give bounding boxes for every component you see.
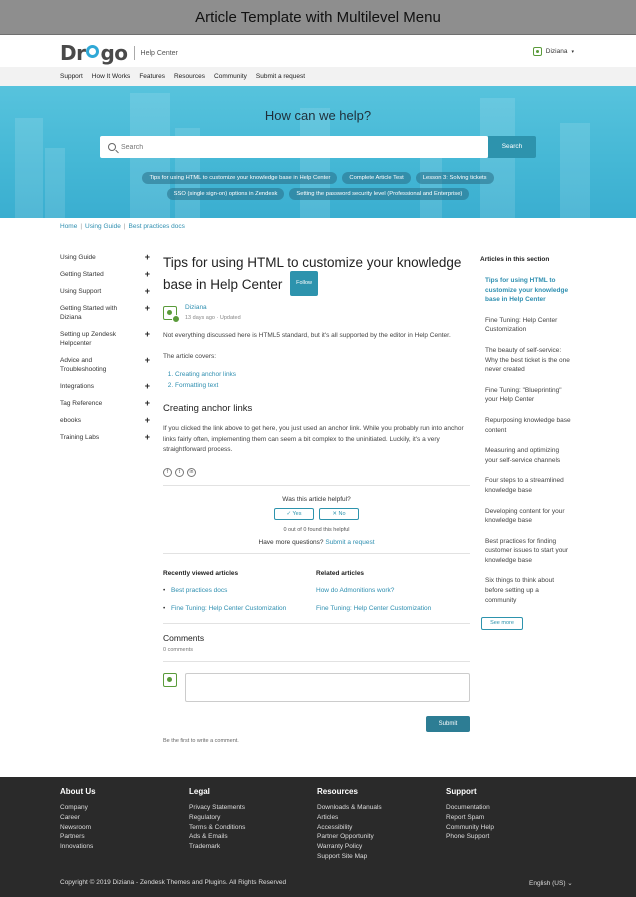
footer-title: Resources	[317, 787, 358, 796]
plus-icon[interactable]: +	[144, 432, 150, 442]
footer-link[interactable]: Partners	[60, 833, 85, 841]
footer-title: Legal	[189, 787, 210, 796]
breadcrumb-home[interactable]: Home	[60, 223, 78, 230]
nav-community[interactable]: Community	[214, 73, 247, 80]
search-button[interactable]: Search	[488, 136, 536, 158]
first-comment-hint: Be the first to write a comment.	[163, 737, 239, 744]
hero-search	[0, 86, 636, 218]
plus-icon[interactable]: +	[144, 355, 150, 365]
menu-item-label: Using Guide	[60, 254, 96, 261]
footer-column-resources	[317, 787, 382, 862]
logo-text-left: Dr	[60, 41, 86, 65]
search-chip[interactable]: Tips for using HTML to customize your knowledge base in Help Center	[142, 172, 337, 184]
article-meta: 13 days ago · Updated	[185, 315, 241, 321]
avatar	[163, 673, 177, 687]
search-chip[interactable]: Complete Article Test	[342, 172, 410, 184]
breadcrumb-using-guide[interactable]: Using Guide	[85, 223, 121, 230]
menu-item[interactable]	[60, 356, 150, 374]
menu-item-label: Advice and Troubleshooting	[60, 357, 107, 373]
recently-viewed	[163, 570, 316, 623]
menu-item[interactable]	[60, 382, 150, 391]
comment-form	[163, 673, 470, 702]
footer-link[interactable]: Privacy Statements	[189, 804, 245, 811]
menu-item-label: Integrations	[60, 383, 94, 390]
footer-link[interactable]: Trademark	[189, 843, 221, 851]
logo-divider	[134, 46, 135, 60]
article-intro: Not everything discussed here is HTML5 standard, but it's all supported by the editor in Help Center.	[163, 332, 451, 339]
plus-icon[interactable]: +	[144, 269, 150, 279]
search-input[interactable]	[121, 144, 488, 151]
article-title-text: Tips for using HTML to customize your knowledge base in Help Center	[163, 255, 462, 293]
divider	[163, 661, 470, 662]
avatar	[533, 47, 542, 56]
comment-textarea[interactable]	[185, 673, 470, 702]
more-questions	[163, 539, 470, 546]
plus-icon[interactable]: +	[144, 381, 150, 391]
divider	[163, 485, 470, 486]
logo-text-right: go	[100, 41, 128, 65]
menu-item[interactable]	[60, 330, 150, 348]
divider	[163, 623, 470, 624]
article	[163, 252, 470, 744]
submit-comment-button[interactable]: Submit	[426, 716, 470, 732]
comments-count: 0 comments	[163, 646, 193, 653]
footer-column-legal	[189, 787, 245, 852]
vote-buttons	[163, 508, 470, 520]
nav-submit-request[interactable]: Submit a request	[255, 73, 306, 80]
footer-title: About Us	[60, 787, 96, 796]
avatar	[163, 306, 177, 320]
logo-ring-icon	[86, 45, 99, 58]
sidebar-article-link[interactable]: Best practices for finding customer issues to start your knowledge base	[485, 537, 569, 564]
twitter-icon[interactable]: t	[175, 468, 184, 477]
sidebar-article-link[interactable]: Tips for using HTML to customize your knowledge base in Help Center	[485, 277, 569, 304]
top-nav	[0, 67, 636, 86]
recent-article-link[interactable]: • Best practices docs	[163, 587, 316, 594]
facebook-icon[interactable]: f	[163, 468, 172, 477]
menu-item-label: Getting Started with Diziana	[60, 305, 118, 321]
section-articles	[480, 256, 572, 630]
article-relatives	[163, 570, 470, 623]
template-banner: Article Template with Multilevel Menu	[0, 0, 636, 35]
sidebar-article-link[interactable]: Developing content for your knowledge base	[485, 507, 565, 525]
footer-column-about	[60, 787, 96, 852]
chevron-down-icon: ▾	[571, 48, 574, 55]
linkedin-icon[interactable]: in	[187, 468, 196, 477]
menu-item[interactable]	[60, 270, 150, 279]
footer-link[interactable]: Phone Support	[446, 833, 490, 841]
menu-item-label: Using Support	[60, 288, 102, 295]
nav-how-it-works[interactable]: How It Works	[91, 73, 131, 80]
breadcrumb-best-practices[interactable]: Best practices docs	[128, 223, 185, 230]
article-toc	[163, 370, 470, 391]
plus-icon[interactable]: +	[144, 415, 150, 425]
logo-subtitle: Help Center	[140, 49, 178, 57]
user-name: Diziana	[545, 48, 568, 55]
see-more-button[interactable]: See more	[481, 617, 523, 630]
recent-article-link[interactable]: • Fine Tuning: Help Center Customization	[163, 605, 316, 612]
sidebar-article-link[interactable]: Repurposing knowledge base content	[485, 416, 571, 434]
footer-link[interactable]: Downloads & Manuals	[317, 804, 382, 811]
site-footer	[0, 777, 636, 897]
related-articles-title: Related articles	[316, 569, 365, 577]
footer-link[interactable]: Newsroom	[60, 823, 92, 831]
related-article-link[interactable]: Fine Tuning: Help Center Customization	[316, 604, 432, 612]
toc-link[interactable]: 1. Creating anchor links	[175, 370, 470, 381]
search-box[interactable]	[100, 136, 488, 158]
helpful-count: 0 out of 0 found this helpful	[283, 526, 350, 533]
menu-item[interactable]	[60, 416, 150, 425]
footer-link[interactable]: Partner Opportunity	[317, 833, 374, 841]
nav-resources[interactable]: Resources	[173, 73, 206, 80]
menu-item-label: Getting Started	[60, 271, 104, 278]
search-icon	[108, 143, 116, 151]
footer-link[interactable]: Career	[60, 813, 80, 821]
recently-viewed-title: Recently viewed articles	[163, 569, 239, 577]
site-header	[0, 35, 636, 67]
footer-link[interactable]: Documentation	[446, 804, 490, 811]
footer-link[interactable]: Innovations	[60, 843, 94, 851]
search-chip[interactable]: Lesson 3: Solving tickets	[416, 172, 494, 184]
hero-title: How can we help?	[264, 108, 372, 123]
breadcrumb: Home | Using Guide | Best practices docs	[60, 223, 185, 230]
footer-link[interactable]: Ads & Emails	[189, 833, 228, 841]
menu-item-label: Setting up Zendesk Helpcenter	[60, 331, 117, 347]
menu-item[interactable]	[60, 253, 150, 262]
footer-link[interactable]: Terms & Conditions	[189, 823, 246, 831]
logo[interactable]	[60, 41, 178, 65]
footer-link[interactable]: Accessibility	[317, 823, 353, 831]
section-heading: Creating anchor links	[163, 403, 253, 414]
article-covers: The article covers:	[163, 352, 217, 360]
menu-item[interactable]	[60, 304, 150, 322]
menu-item-label: Training Labs	[60, 434, 100, 441]
menu-item[interactable]	[60, 399, 150, 408]
plus-icon[interactable]: +	[144, 329, 150, 339]
nav-features[interactable]: Features	[139, 73, 165, 80]
related-article-link[interactable]: How do Admonitions work?	[316, 586, 395, 594]
share-links	[163, 468, 470, 477]
menu-item[interactable]	[60, 433, 150, 442]
menu-item-label: ebooks	[60, 417, 81, 424]
sidebar-title: Articles in this section	[480, 256, 550, 263]
article-body: If you clicked the link above to get here, you just used an anchor link. While you probably run into anchor links fairly often, implementing them can seem a bit complex to the uninitiated. Luckily, it's a very straightforward process.	[163, 425, 464, 453]
menu-item[interactable]	[60, 287, 150, 296]
follow-button[interactable]: Follow	[290, 271, 318, 296]
footer-link[interactable]: Company	[60, 804, 88, 811]
more-questions-text: Have more questions?	[258, 538, 324, 546]
search-chip[interactable]: Setting the password security level (Professional and Enterprise)	[289, 188, 469, 200]
sidebar-article-link[interactable]: The beauty of self-service: Why the best ticket is the one never created	[485, 346, 570, 374]
popular-searches	[0, 172, 636, 204]
toc-link[interactable]: 2. Formatting text	[175, 381, 470, 392]
user-menu[interactable]	[533, 47, 574, 56]
plus-icon[interactable]: +	[144, 303, 150, 313]
sidebar-article-link[interactable]: Fine Tuning: "Blueprinting" your Help Center	[485, 386, 562, 404]
footer-link[interactable]: Report Spam	[446, 813, 485, 821]
related-articles	[316, 570, 469, 623]
plus-icon[interactable]: +	[144, 286, 150, 296]
article-author	[163, 304, 470, 321]
footer-link[interactable]: Community Help	[446, 823, 495, 831]
menu-item-label: Tag Reference	[60, 400, 103, 407]
submit-request-link[interactable]: Submit a request	[325, 538, 375, 546]
plus-icon[interactable]: +	[144, 398, 150, 408]
sidebar-article-link[interactable]: Four steps to a streamlined knowledge base	[485, 477, 564, 494]
vote-no-button[interactable]: ✕ No	[319, 508, 359, 520]
footer-column-support	[446, 787, 494, 842]
nav-support[interactable]: Support	[60, 73, 83, 80]
footer-link[interactable]: Regulatory	[189, 813, 221, 821]
article-title	[163, 252, 470, 298]
language-selector[interactable]: English (US) ⌄	[529, 880, 573, 887]
plus-icon[interactable]: +	[144, 252, 150, 262]
footer-link[interactable]: Articles	[317, 813, 339, 821]
category-menu	[60, 253, 150, 450]
footer-link[interactable]: Warranty Policy	[317, 843, 363, 851]
sidebar-article-link[interactable]: Six things to think about before setting up a community	[485, 577, 555, 604]
divider	[163, 553, 470, 554]
search-chip[interactable]: SSO (single sign-on) options in Zendesk	[167, 188, 285, 200]
footer-link[interactable]: Support Site Map	[317, 852, 368, 860]
copyright: Copyright © 2019 Diziana - Zendesk Themes and Plugins. All Rights Reserved	[60, 879, 287, 886]
author-name[interactable]: Diziana	[185, 304, 207, 311]
vote-yes-button[interactable]: ✓ Yes	[274, 508, 314, 520]
sidebar-article-link[interactable]: Measuring and optimizing your self-service channels	[485, 447, 561, 464]
footer-title: Support	[446, 787, 477, 796]
sidebar-article-link[interactable]: Fine Tuning: Help Center Customization	[485, 316, 558, 334]
comments-title: Comments	[163, 632, 205, 643]
helpful-question: Was this article helpful?	[282, 495, 351, 503]
